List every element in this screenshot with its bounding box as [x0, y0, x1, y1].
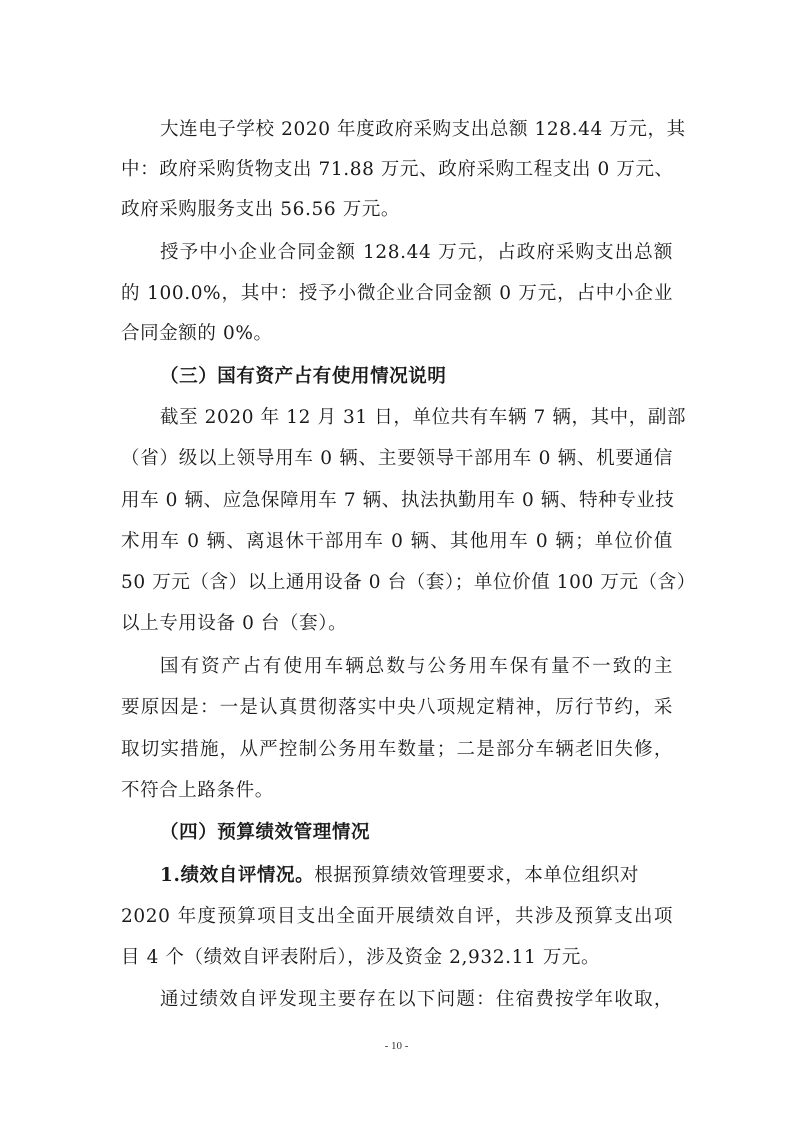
paragraph-5-line-3: 目 4 个（绩效自评表附后），涉及资金 2,932.11 万元。 — [121, 947, 601, 968]
paragraph-1-line-1: 大连电子学校 2020 年度政府采购支出总额 128.44 万元，其 — [160, 119, 686, 140]
paragraph-3-line-5: 50 万元（含）以上通用设备 0 台（套）；单位价值 100 万元（含） — [121, 572, 696, 593]
paragraph-5-line-1 — [160, 864, 639, 888]
paragraph-3-line-3: 用车 0 辆、应急保障用车 7 辆、执法执勤用车 0 辆、特种专业技 — [121, 490, 675, 511]
paragraph-3-line-6: 以上专用设备 0 台（套）。 — [121, 613, 348, 634]
paragraph-3-line-4: 术用车 0 辆、离退休干部用车 0 辆、其他用车 0 辆；单位价值 — [121, 531, 673, 552]
paragraph-4-line-3: 取切实措施，从严控制公务用车数量；二是部分车辆老旧失修， — [121, 739, 673, 760]
paragraph-2-line-3: 合同金额的 0%。 — [121, 323, 273, 344]
paragraph-1-line-2: 中：政府采购货物支出 71.88 万元、政府采购工程支出 0 万元、 — [121, 159, 674, 180]
paragraph-1-line-3: 政府采购服务支出 56.56 万元。 — [121, 199, 401, 220]
paragraph-5-line-1-rest: 根据预算绩效管理要求，本单位组织对 — [314, 865, 639, 886]
paragraph-3-line-2: （省）级以上领导用车 0 辆、主要领导干部用车 0 辆、机要通信 — [121, 448, 673, 469]
paragraph-2-line-2: 的 100.0%，其中：授予小微企业合同金额 0 万元，占中小企业 — [121, 283, 673, 304]
paragraph-2-line-1: 授予中小企业合同金额 128.44 万元，占政府采购支出总额 — [160, 242, 673, 263]
paragraph-4-line-1: 国有资产占有使用车辆总数与公务用车保有量不一致的主 — [160, 656, 673, 677]
section-heading-3: （三）国有资产占有使用情况说明 — [160, 366, 447, 387]
paragraph-6-line-1: 通过绩效自评发现主要存在以下问题：住宿费按学年收取， — [160, 989, 673, 1010]
page-number: - 10 - — [384, 1040, 409, 1052]
section-heading-4: （四）预算绩效管理情况 — [160, 822, 371, 843]
paragraph-3-line-1: 截至 2020 年 12 月 31 日，单位共有车辆 7 辆，其中，副部 — [160, 407, 687, 428]
paragraph-4-line-2: 要原因是：一是认真贯彻落实中央八项规定精神，厉行节约，采 — [121, 697, 673, 718]
paragraph-5-lead: 1.绩效自评情况。 — [160, 865, 315, 886]
paragraph-4-line-4: 不符合上路条件。 — [121, 780, 274, 801]
paragraph-5-line-2: 2020 年度预算项目支出全面开展绩效自评，共涉及预算支出项 — [121, 906, 673, 927]
